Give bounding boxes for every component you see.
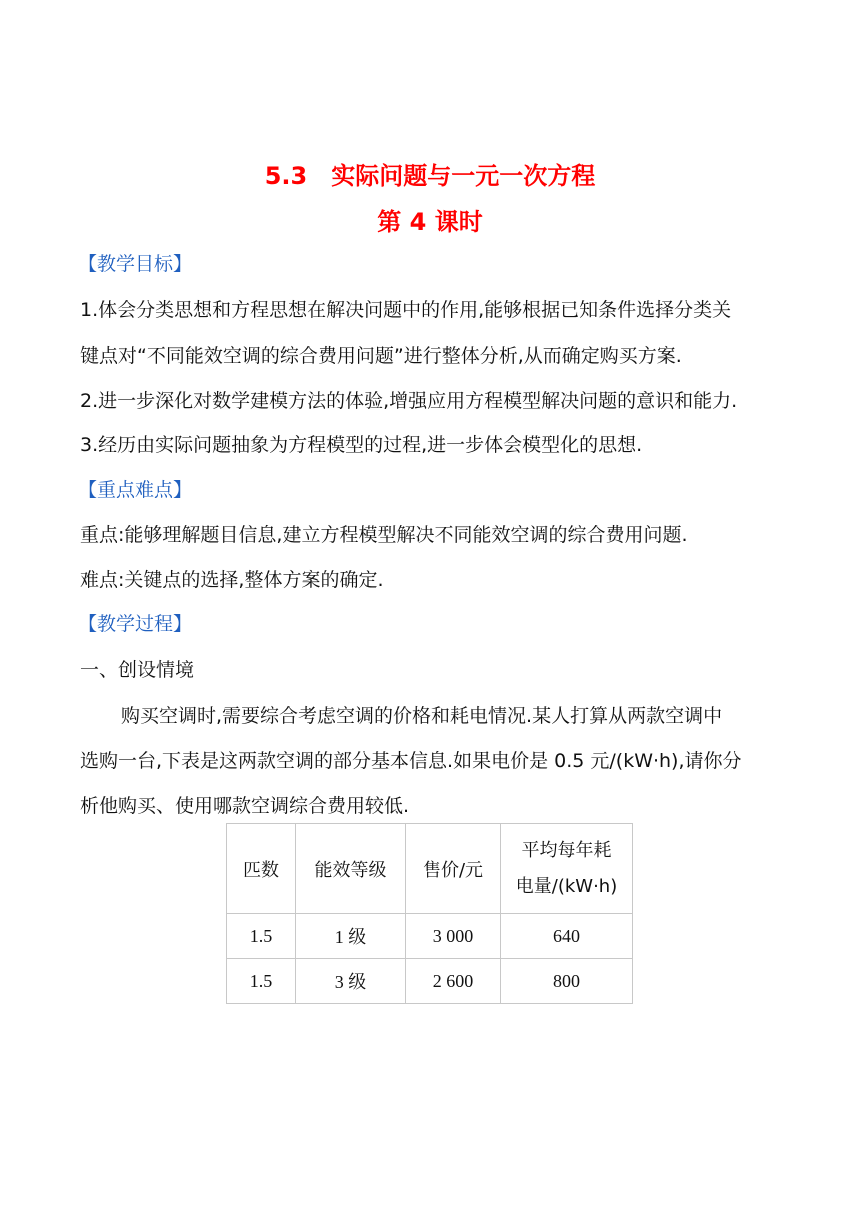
table-cell: 1.5 xyxy=(227,959,296,1004)
header-line: 平均每年耗 xyxy=(521,839,612,861)
air-conditioner-table xyxy=(226,823,633,1004)
teaching-goals-heading: 【教学目标】 xyxy=(78,253,193,275)
header-cell: 售价/元 xyxy=(406,824,501,914)
section-create-situation: 一、创设情境 xyxy=(80,659,195,681)
header-cell: 能效等级 xyxy=(296,824,406,914)
table-cell: 2 600 xyxy=(406,959,501,1004)
key-point: 重点:能够理解题目信息,建立方程模型解决不同能效空调的综合费用问题. xyxy=(80,524,688,546)
table-row xyxy=(227,914,633,959)
paragraph-line-3: 析他购买、使用哪款空调综合费用较低. xyxy=(80,795,410,817)
goal-2: 2.进一步深化对数学建模方法的体验,增强应用方程模型解决问题的意识和能力. xyxy=(80,390,738,412)
goal-1-line-2: 键点对“不同能效空调的综合费用问题”进行整体分析,从而确定购买方案. xyxy=(80,345,682,367)
table-header-row xyxy=(227,824,633,914)
table-cell: 3 000 xyxy=(406,914,501,959)
goal-3: 3.经历由实际问题抽象为方程模型的过程,进一步体会模型化的思想. xyxy=(80,434,643,456)
header-line: 电量/(kW·h) xyxy=(515,875,618,897)
header-cell xyxy=(501,824,633,914)
difficulty-point: 难点:关键点的选择,整体方案的确定. xyxy=(80,569,384,591)
paragraph-line-2: 选购一台,下表是这两款空调的部分基本信息.如果电价是 0.5 元/(kW·h),请你分 xyxy=(80,750,742,772)
table-cell: 800 xyxy=(501,959,633,1004)
lesson-title: 第 4 课时 xyxy=(377,208,483,236)
table-cell: 3 级 xyxy=(296,959,406,1004)
page-title: 5.3 实际问题与一元一次方程 xyxy=(264,162,596,190)
table-row xyxy=(227,959,633,1004)
paragraph-line-1: 购买空调时,需要综合考虑空调的价格和耗电情况.某人打算从两款空调中 xyxy=(121,705,723,727)
goal-1-line-1: 1.体会分类思想和方程思想在解决问题中的作用,能够根据已知条件选择分类关 xyxy=(80,299,732,321)
teaching-process-heading: 【教学过程】 xyxy=(78,613,193,635)
header-cell: 匹数 xyxy=(227,824,296,914)
table-cell: 1.5 xyxy=(227,914,296,959)
key-points-heading: 【重点难点】 xyxy=(78,479,193,501)
table-cell: 1 级 xyxy=(296,914,406,959)
table-cell: 640 xyxy=(501,914,633,959)
